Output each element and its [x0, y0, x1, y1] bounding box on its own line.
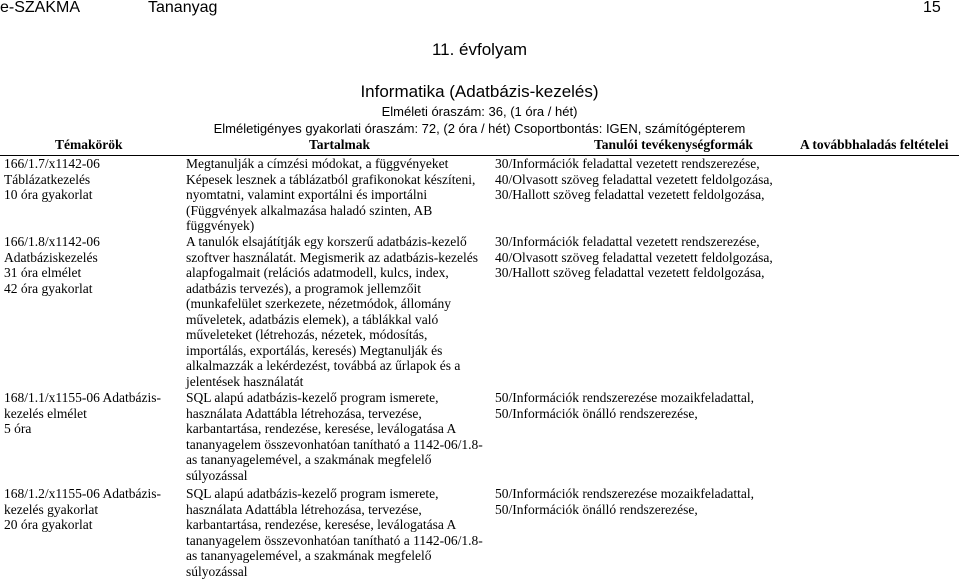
table-row-2-activities: 30/Információk feladattal vezetett rendszerezése, 40/Olvasott szöveg feladattal vezetett feldolgozása, 30/Hallott szöveg feladattal vezetett feldolgozása, — [495, 234, 773, 280]
practice-hours: Elméletigényes gyakorlati óraszám: 72, (2 óra / hét) Csoportbontás: IGEN, számítógépterem — [213, 121, 746, 136]
column-header-contents: Tartalmak — [309, 137, 371, 152]
theory-hours: Elméleti óraszám: 36, (1 óra / hét) — [381, 104, 578, 119]
table-header — [0, 137, 959, 156]
table-row-4-topic: 168/1.2/x1155-06 Adatbázis- kezelés gyakorlat 20 óra gyakorlat — [4, 486, 161, 532]
table-row-3-topic: 168/1.1/x1155-06 Adatbázis- kezelés elmélet 5 óra — [4, 390, 161, 436]
column-header-topics: Témakörök — [55, 137, 123, 152]
page-header — [0, 0, 959, 20]
table-row-3-activities: 50/Információk rendszerezése mozaikfeladattal, 50/Információk önálló rendszerezése, — [495, 390, 754, 421]
column-header-activities: Tanulói tevékenységformák — [594, 137, 753, 152]
page-number: 15 — [923, 0, 941, 16]
table-row-2-content: A tanulók elsajátítják egy korszerű adatbázis-kezelő szoftver használatát. Megismerik az adatbázis-kezelés alapfogalmait (relációs adatmodell, kulcs, index, adatbázis tervezés), a programok jellemzőit (munkafelület szerkezete, nézetmódok, állomány műveletek, adatbázis elemek), a táblákkal való műveleteket (létrehozás, nézetek, módosítás, importálás, exportálás, keresés) Megtanulják és alkalmazzák a lekérdezést, továbbá az űrlapok és a jelentések használatát — [186, 234, 478, 389]
table-row-1-activities: 30/Információk feladattal vezetett rendszerezése, 40/Olvasott szöveg feladattal vezetett feldolgozása, 30/Hallott szöveg feladattal vezetett feldolgozása, — [495, 156, 773, 202]
column-header-progression: A továbbhaladás feltételei — [800, 137, 949, 152]
table-row-4-activities: 50/Információk rendszerezése mozaikfeladattal, 50/Információk önálló rendszerezése, — [495, 486, 754, 517]
grade-title: 11. évfolyam — [431, 40, 528, 59]
table-row-2-topic: 166/1.8/x1142-06 Adatbáziskezelés 31 óra elmélet 42 óra gyakorlat — [4, 234, 100, 296]
table-row-4-content: SQL alapú adatbázis-kezelő program ismerete, használata Adattábla létrehozása, tervezése, karbantartása, rendezése, keresése, leválogatása A tananyagelem összevonhatóan tanítható a 1142-06/1.8- as tananyagelemével, a szakmának megfelelő súlyozással — [186, 486, 483, 579]
table-row-1-content: Megtanulják a címzési módokat, a függvényeket Képesek lesznek a táblázatból grafikonokat készíteni, nyomtatni, valamint exportálni és importálni (Függvények alkalmazása haladó szinten, AB függvények) — [186, 156, 476, 233]
table-row-1-topic: 166/1.7/x1142-06 Táblázatkezelés 10 óra gyakorlat — [4, 156, 100, 202]
header-section: Tananyag — [148, 0, 218, 16]
header-brand: e-SZAKMA — [0, 0, 81, 16]
subject-title: Informatika (Adatbázis-kezelés) — [360, 82, 599, 101]
table-row-3-content: SQL alapú adatbázis-kezelő program ismerete, használata Adattábla létrehozása, tervezése, karbantartása, rendezése, keresése, leválogatása A tananyagelem összevonhatóan tanítható a 1142-06/1.8- as tananyagelemével, a szakmának megfelelő súlyozással — [186, 390, 483, 483]
